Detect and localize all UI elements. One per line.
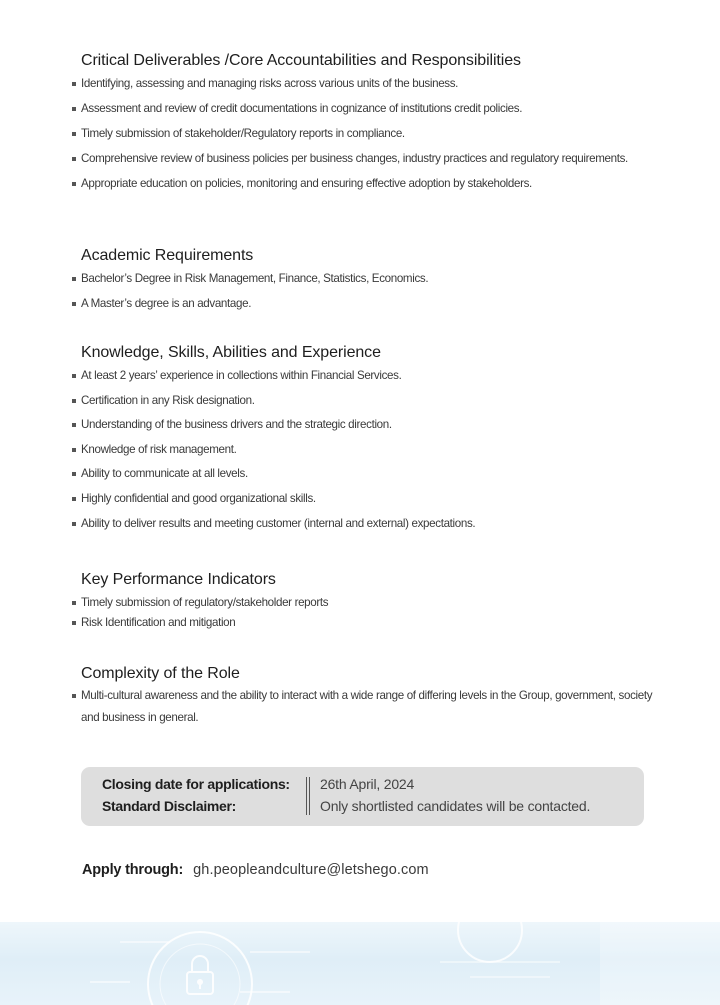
list-item: Highly confidential and good organizational skills.: [72, 491, 662, 507]
circle-decoration: [160, 944, 240, 1005]
section-academic: [72, 247, 662, 321]
list-item: Identifying, assessing and managing risks across various units of the business.: [72, 76, 662, 92]
apply-email-link[interactable]: gh.peopleandculture@letshego.com: [193, 862, 429, 878]
list-item: Ability to communicate at all levels.: [72, 466, 662, 482]
bullet-list: [72, 271, 662, 312]
bullet-list: [72, 595, 662, 631]
bullet-list: [72, 368, 662, 532]
apply-label: Apply through:: [82, 862, 184, 878]
list-item: Understanding of the business drivers and the strategic direction.: [72, 417, 662, 433]
bullet-list: [72, 685, 662, 729]
list-item: Certification in any Risk designation.: [72, 393, 662, 409]
footer-background-graphic: [0, 922, 720, 1005]
list-item: Comprehensive review of business policies per business changes, industry practices and regulatory requirements.: [72, 151, 662, 167]
footer-decorative-band: [0, 922, 720, 1005]
section-title: Academic Requirements: [81, 247, 254, 264]
apply-line: [82, 862, 429, 878]
light-overlay: [600, 922, 720, 1005]
disclaimer-label: Standard Disclaimer:: [102, 798, 237, 814]
circle-decoration: [458, 922, 522, 962]
list-item: Ability to deliver results and meeting customer (internal and external) expectations.: [72, 516, 662, 532]
bullet-list: [72, 76, 662, 192]
line-decoration: [440, 962, 560, 977]
list-item: Knowledge of risk management.: [72, 442, 662, 458]
list-item: Risk Identification and mitigation: [72, 615, 662, 631]
list-item: A Master’s degree is an advantage.: [72, 296, 662, 312]
section-title: Key Performance Indicators: [81, 571, 276, 588]
section-knowledge: [72, 344, 662, 540]
closing-date-label: Closing date for applications:: [102, 776, 290, 792]
closing-date-value: 26th April, 2024: [320, 776, 415, 792]
section-title: Knowledge, Skills, Abilities and Experience: [81, 344, 381, 361]
list-item: Multi-cultural awareness and the ability to interact with a wide range of differing levels in the Group, government, society and business in general.: [72, 685, 662, 729]
section-kpi: [72, 571, 662, 634]
section-complexity: [72, 665, 662, 729]
list-item: Bachelor’s Degree in Risk Management, Finance, Statistics, Economics.: [72, 271, 662, 287]
disclaimer-value: Only shortlisted candidates will be contacted.: [320, 798, 591, 814]
padlock-icon: [187, 956, 213, 994]
list-item: Assessment and review of credit documentations in cognizance of institutions credit policies.: [72, 101, 662, 117]
divider: [306, 777, 310, 815]
section-deliverables: [72, 52, 662, 201]
section-title: Complexity of the Role: [81, 665, 240, 682]
list-item: At least 2 years’ experience in collections within Financial Services.: [72, 368, 662, 384]
list-item: Timely submission of regulatory/stakeholder reports: [72, 595, 662, 611]
list-item: Timely submission of stakeholder/Regulatory reports in compliance.: [72, 126, 662, 142]
list-item: Appropriate education on policies, monitoring and ensuring effective adoption by stakeholders.: [72, 176, 662, 192]
section-title: Critical Deliverables /Core Accountabilities and Responsibilities: [81, 52, 521, 69]
closing-info-box: [81, 767, 644, 826]
